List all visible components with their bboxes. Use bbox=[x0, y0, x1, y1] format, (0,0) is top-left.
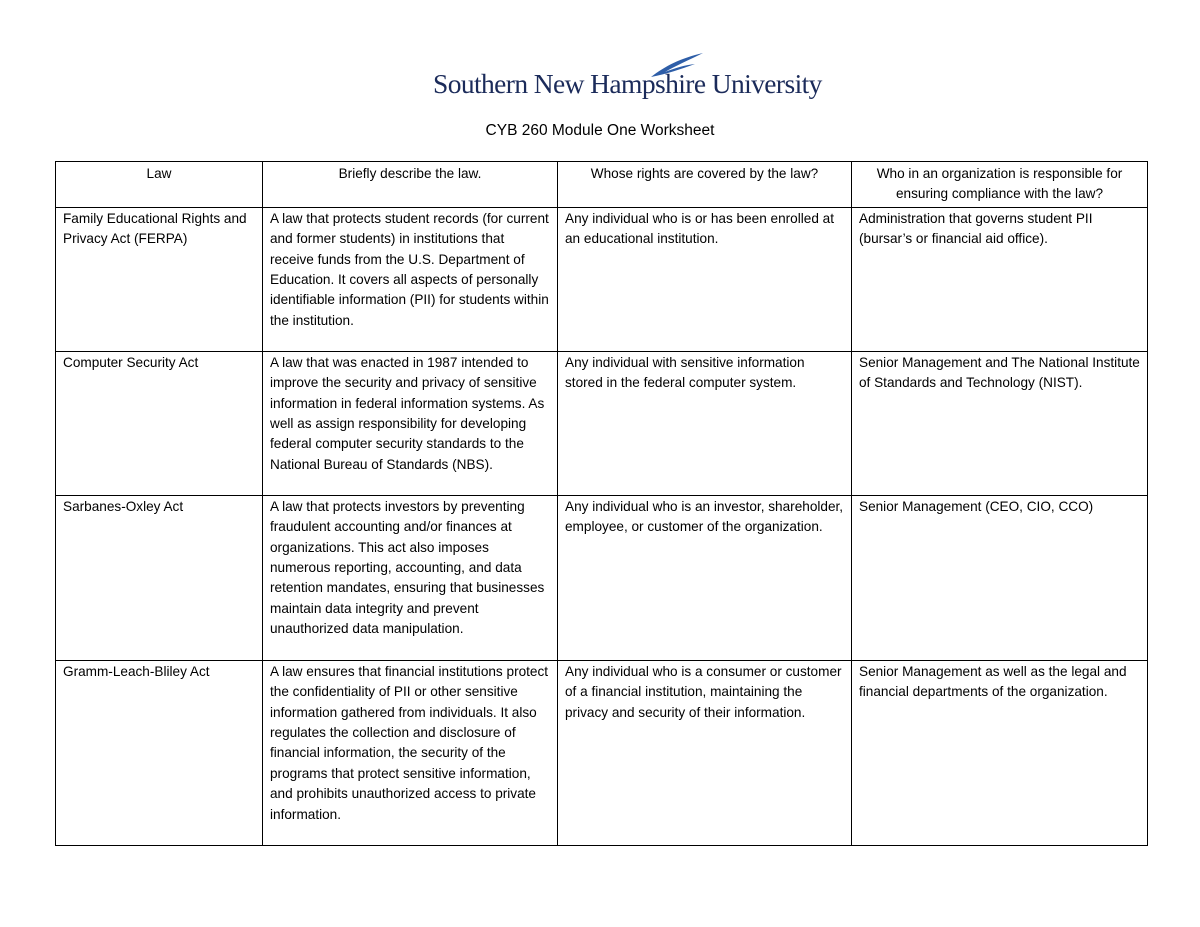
law-rights: Any individual who is or has been enrolled at an educational institution. bbox=[558, 207, 852, 351]
law-responsible: Senior Management and The National Institute of Standards and Technology (NIST). bbox=[852, 351, 1148, 495]
law-worksheet-table bbox=[55, 161, 1148, 846]
table-row bbox=[56, 351, 1148, 495]
law-responsible: Senior Management as well as the legal and financial departments of the organization. bbox=[852, 660, 1148, 845]
law-name: Gramm-Leach-Bliley Act bbox=[56, 660, 263, 845]
header-law: Law bbox=[56, 162, 263, 208]
logo-wordmark: Southern New Hampshire University bbox=[433, 68, 822, 99]
header-rights: Whose rights are covered by the law? bbox=[558, 162, 852, 208]
law-description: A law that protects student records (for current and former students) in institutions that receive funds from the U.S. Department of Education. It covers all aspects of personally identifiable information (PII) for students within the institution. bbox=[263, 207, 558, 351]
law-name: Sarbanes-Oxley Act bbox=[56, 495, 263, 660]
table-row bbox=[56, 660, 1148, 845]
university-logo bbox=[433, 52, 822, 104]
header-description: Briefly describe the law. bbox=[263, 162, 558, 208]
law-description: A law that was enacted in 1987 intended to improve the security and privacy of sensitive information in federal information systems. As well as assign responsibility for developing federal computer security standards to the National Bureau of Standards (NBS). bbox=[263, 351, 558, 495]
law-rights: Any individual who is an investor, shareholder, employee, or customer of the organization. bbox=[558, 495, 852, 660]
law-responsible: Administration that governs student PII (bursar’s or financial aid office). bbox=[852, 207, 1148, 351]
header-responsible: Who in an organization is responsible for ensuring compliance with the law? bbox=[852, 162, 1148, 208]
page-title: CYB 260 Module One Worksheet bbox=[485, 122, 715, 139]
table-row bbox=[56, 495, 1148, 660]
law-name: Family Educational Rights and Privacy Act (FERPA) bbox=[56, 207, 263, 351]
table-header-row bbox=[56, 162, 1148, 208]
law-rights: Any individual who is a consumer or customer of a financial institution, maintaining the privacy and security of their information. bbox=[558, 660, 852, 845]
table-row bbox=[56, 207, 1148, 351]
law-description: A law that protects investors by preventing fraudulent accounting and/or finances at organizations. This act also imposes numerous reporting, accounting, and data retention mandates, ensuring that businesses maintain data integrity and prevent unauthorized data manipulation. bbox=[263, 495, 558, 660]
law-responsible: Senior Management (CEO, CIO, CCO) bbox=[852, 495, 1148, 660]
law-description: A law ensures that financial institutions protect the confidentiality of PII or other sensitive information gathered from individuals. It also regulates the collection and disclosure of financial information, the security of the programs that protect sensitive information, and prohibits unauthorized access to private information. bbox=[263, 660, 558, 845]
law-rights: Any individual with sensitive information stored in the federal computer system. bbox=[558, 351, 852, 495]
law-name: Computer Security Act bbox=[56, 351, 263, 495]
